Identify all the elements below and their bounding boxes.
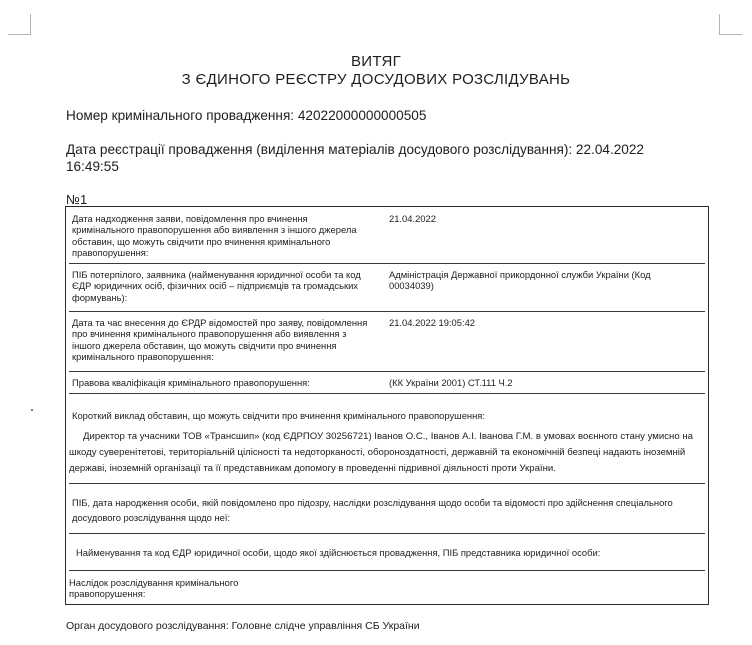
- registration-date: [66, 141, 686, 175]
- row-divider: [69, 311, 705, 312]
- legal-entity-label: Найменування та код ЄДР юридичної особи, щодо якої здійснюється провадження, ПІБ представника юридичної особи:: [76, 547, 601, 558]
- summary-text: Директор та учасники ТОВ «Трансшип» (код ЄДРПОУ 30256721) Іванов О.С., Іванов А.І. Іванова Г.М. в умовах воєнного стану умисно на шкоду суверенітетові, територіальній цілісності та недоторканості, обороноздатності, державній та економічній безпеці надають іноземній державі, іноземній організації та її представникам допомогу в проведенні підривної діяльності проти України.: [69, 431, 693, 475]
- row-divider: [69, 263, 705, 264]
- scan-speck: [31, 409, 33, 411]
- record-number: №1: [66, 192, 88, 207]
- document-subtitle: З ЄДИНОГО РЕЄСТРУ ДОСУДОВИХ РОЗСЛІДУВАНЬ: [181, 71, 571, 88]
- registration-date-value: 22.04.2022 16:49:55: [66, 142, 644, 174]
- entry-datetime-value: 21.04.2022 19:05:42: [389, 317, 476, 328]
- crop-mark-top-right: [719, 14, 742, 35]
- receipt-date-label: Дата надходження заяви, повідомлення про вчинення кримінального правопорушення або виявлення з іншого джерела обставин, що можуть свідчити про вчинення кримінального правопорушення:: [72, 213, 357, 258]
- row-divider: [69, 371, 705, 372]
- row-divider: [69, 393, 705, 394]
- proceeding-number-label: Номер кримінального провадження:: [66, 108, 295, 123]
- proceeding-number: [66, 108, 426, 123]
- summary-label: Короткий виклад обставин, що можуть свідчити про вчинення кримінального правопорушення:: [72, 410, 485, 421]
- crop-mark-top-left: [8, 14, 31, 35]
- receipt-date-value: 21.04.2022: [389, 213, 436, 224]
- investigation-organ: Орган досудового розслідування: Головне слідче управління СБ України: [66, 620, 420, 632]
- row-divider: [69, 483, 705, 484]
- applicant-value: Адміністрація Державної прикордонної служби України (Код 00034039): [389, 269, 651, 292]
- document-title: ВИТЯГ: [350, 53, 402, 70]
- entry-datetime-label: Дата та час внесення до ЄРДР відомостей про заяву, повідомлення про вчинення кримінального правопорушення або виявлення з іншого джерела обставин, що можуть свідчити про вчинення кримінального правопорушення:: [72, 317, 368, 362]
- suspect-label: ПІБ, дата народження особи, якій повідомлено про підозру, наслідки розслідування щодо особи та відомості про здійснення спеціального досудового розслідування щодо неї:: [72, 497, 673, 523]
- applicant-label: ПІБ потерпілого, заявника (найменування юридичної особи та код ЄДР юридичних осіб, фізичних осіб – підприємців та громадських формувань):: [72, 269, 361, 303]
- registration-date-label: Дата реєстрації провадження (виділення матеріалів досудового розслідування):: [66, 142, 573, 157]
- investigation-result-label: Наслідок розслідування кримінального правопорушення:: [69, 577, 239, 600]
- qualification-value: (КК України 2001) СТ.111 Ч.2: [389, 377, 513, 388]
- qualification-label: Правова кваліфікація кримінального правопорушення:: [72, 377, 310, 388]
- row-divider: [69, 533, 705, 534]
- proceeding-number-value: 42022000000000505: [297, 108, 427, 123]
- row-divider: [69, 570, 705, 571]
- extract-table: [65, 206, 709, 605]
